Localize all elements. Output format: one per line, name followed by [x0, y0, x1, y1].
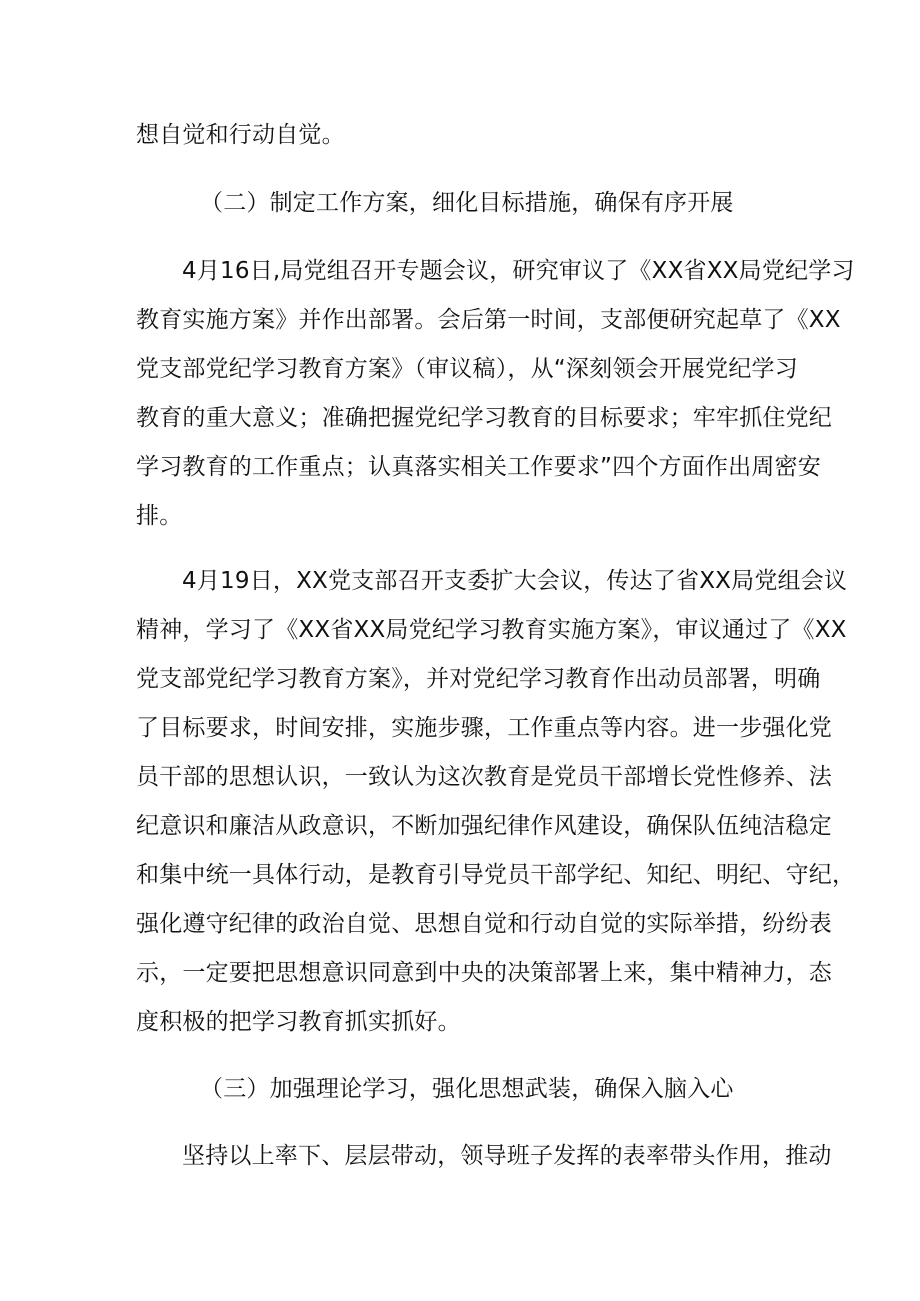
- paragraph-line: 员干部的思想认识，一致认为这次教育是党员干部增长党性修养、法: [136, 764, 832, 790]
- paragraph-line: 了目标要求，时间安排，实施步骤，工作重点等内容。进一步强化党: [136, 715, 832, 741]
- paragraph-line: 坚持以上率下、层层带动，领导班子发挥的表率带头作用，推动: [182, 1143, 832, 1169]
- paragraph-line: 示，一定要把思想意识同意到中央的决策部署上来，集中精神力，态: [136, 960, 832, 986]
- section-heading-2: （二）制定工作方案，细化目标措施，确保有序开展: [200, 190, 734, 216]
- paragraph-line: 党支部党纪学习教育方案》（审议稿），从“深刻领会开展党纪学习: [136, 356, 798, 382]
- paragraph-line: 排。: [136, 503, 183, 529]
- paragraph-line: 党支部党纪学习教育方案》，并对党纪学习教育作出动员部署，明确: [136, 666, 821, 692]
- paragraph-line: 度积极的把学习教育抓实抓好。: [136, 1009, 461, 1035]
- paragraph-line: 教育的重大意义；准确把握党纪学习教育的目标要求；牢牢抓住党纪: [136, 405, 832, 431]
- paragraph-line: 4月19日，XX党支部召开支委扩大会议，传达了省XX局党组会议: [182, 568, 848, 594]
- paragraph-line: 和集中统一具体行动，是教育引导党员干部学纪、知纪、明纪、守纪，: [136, 862, 856, 888]
- paragraph-line: 教育实施方案》并作出部署。会后第一时间，支部便研究起草了《XX: [136, 307, 841, 333]
- paragraph-continuation: 想自觉和行动自觉。: [136, 122, 345, 148]
- paragraph-line: 纪意识和廉洁从政意识，不断加强纪律作风建设，确保队伍纯洁稳定: [136, 813, 832, 839]
- paragraph-line: 4月16日,局党组召开专题会议，研究审议了《XX省XX局党纪学习: [182, 258, 855, 284]
- paragraph-line: 精神，学习了《XX省XX局党纪学习教育实施方案》，审议通过了《XX: [136, 617, 847, 643]
- paragraph-line: 学习教育的工作重点；认真落实相关工作要求”四个方面作出周密安: [136, 454, 821, 480]
- section-heading-3: （三）加强理论学习，强化思想武装，确保入脑入心: [200, 1076, 734, 1102]
- paragraph-line: 强化遵守纪律的政治自觉、思想自觉和行动自觉的实际举措，纷纷表: [136, 911, 832, 937]
